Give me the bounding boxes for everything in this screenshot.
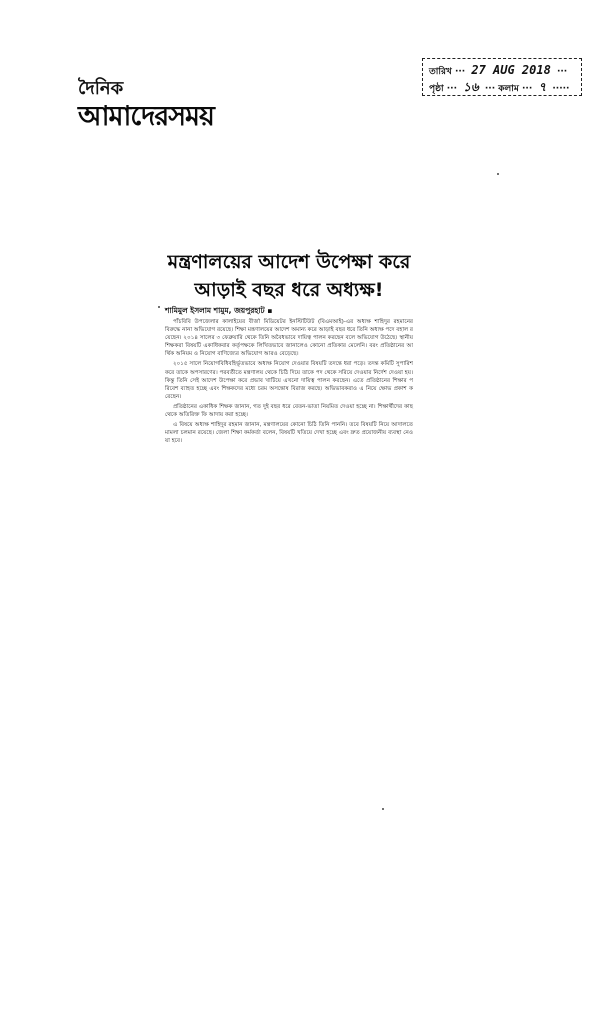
- stamp-page-label: পৃষ্ঠা: [429, 84, 444, 94]
- article-headline-line2: আড়াই বছর ধরে অধ্যক্ষ!: [194, 279, 384, 301]
- stamp-date-value: 27 AUG 2018: [471, 63, 551, 77]
- scan-speck: [382, 808, 384, 810]
- newspaper-name: আমাদেরসময়: [78, 101, 214, 132]
- article-paragraph: পাঁচবিবি উপজেলার কালাইয়ের বীর্জা মিডিয়েটর ইনস্টিটিউট (বিএমআই)-এর অধ্যক্ষ শাহিদুর রহমানের বিরুদ্ধে নানা অভিযোগ রয়েছে। শিক্ষা মন্ত্রণালয়ের আদেশ অমান্য করে আড়াই বছর ধরে তিনি অধ্যক্ষ পদে বহাল রয়েছেন। ২০১৪ সালের ৩ ফেব্রুয়ারি থেকে তিনি অবৈধভাবে দায়িত্ব পালন করছেন বলে অভিযোগ উঠেছে। স্থানীয় শিক্ষকরা বিষয়টি একাধিকবার কর্তৃপক্ষকে লিখিতভাবে জানালেও কোনো প্রতিকার মেলেনি। বরং প্রতিষ্ঠানের আর্থিক অনিয়ম ও নিয়োগ বাণিজ্যের অভিযোগ আরও বেড়েছে।: [165, 319, 413, 358]
- scan-speck: [497, 173, 499, 175]
- clipping-date-stamp: [422, 58, 582, 96]
- news-article: [165, 248, 413, 593]
- article-byline: শামিমুল ইসলাম শামুম, জয়পুরহাট ▪: [165, 306, 273, 315]
- newspaper-masthead: [78, 74, 308, 144]
- article-paragraph: এ বিষয়ে অধ্যক্ষ শাহিদুর রহমান জানান, মন্ত্রণালয়ের কোনো চিঠি তিনি পাননি। তবে বিষয়টি নিয়ে আদালতে মামলা চলমান রয়েছে। জেলা শিক্ষা কর্মকর্তা বলেন, বিষয়টি খতিয়ে দেখা হচ্ছে এবং দ্রুত প্রয়োজনীয় ব্যবস্থা নেওয়া হবে।: [165, 422, 413, 445]
- article-paragraph: প্রতিষ্ঠানের একাধিক শিক্ষক জানান, গত দুই বছর ধরে বেতন-ভাতা নিয়মিত দেওয়া হচ্ছে না। শিক্ষার্থীদের কাছ থেকে অতিরিক্ত ফি আদায় করা হচ্ছে।: [165, 403, 413, 419]
- stamp-date-row: তারিখ ··· 27 AUG 2018 ···: [429, 63, 568, 77]
- scan-speck: [158, 306, 160, 308]
- stamp-column-label: কলাম: [498, 84, 519, 94]
- article-body: [165, 318, 413, 447]
- article-paragraph: ২০১৫ সালে নিয়োগবিধিবহির্ভূতভাবে অধ্যক্ষ নিয়োগ দেওয়ার বিষয়টি তদন্তে ধরা পড়ে। তদন্ত কমিটি সুপারিশ করে তাকে অপসারণের। পরবর্তীতে মন্ত্রণালয় থেকে চিঠি দিয়ে তাকে পদ থেকে সরিয়ে দেওয়ার নির্দেশ দেওয়া হয়। কিন্তু তিনি সেই আদেশ উপেক্ষা করে প্রভাব খাটিয়ে এখনো দায়িত্ব পালন করছেন। এতে প্রতিষ্ঠানের শিক্ষার পরিবেশ ব্যাহত হচ্ছে এবং শিক্ষকদের মধ্যে চরম অসন্তোষ বিরাজ করছে। অভিভাবকরাও এ নিয়ে ক্ষোভ প্রকাশ করেছেন।: [165, 361, 413, 400]
- stamp-date-label: তারিখ: [429, 67, 452, 77]
- stamp-page-value: ১৬: [463, 80, 479, 94]
- newspaper-kicker: দৈনিক: [78, 78, 124, 99]
- article-headline-line1: মন্ত্রণালয়ের আদেশ উপেক্ষা করে: [167, 251, 411, 273]
- stamp-page-row: পৃষ্ঠা ··· ১৬ ··· কলাম ··· ৭ ·····: [429, 80, 570, 94]
- stamp-column-value: ৭: [538, 80, 547, 94]
